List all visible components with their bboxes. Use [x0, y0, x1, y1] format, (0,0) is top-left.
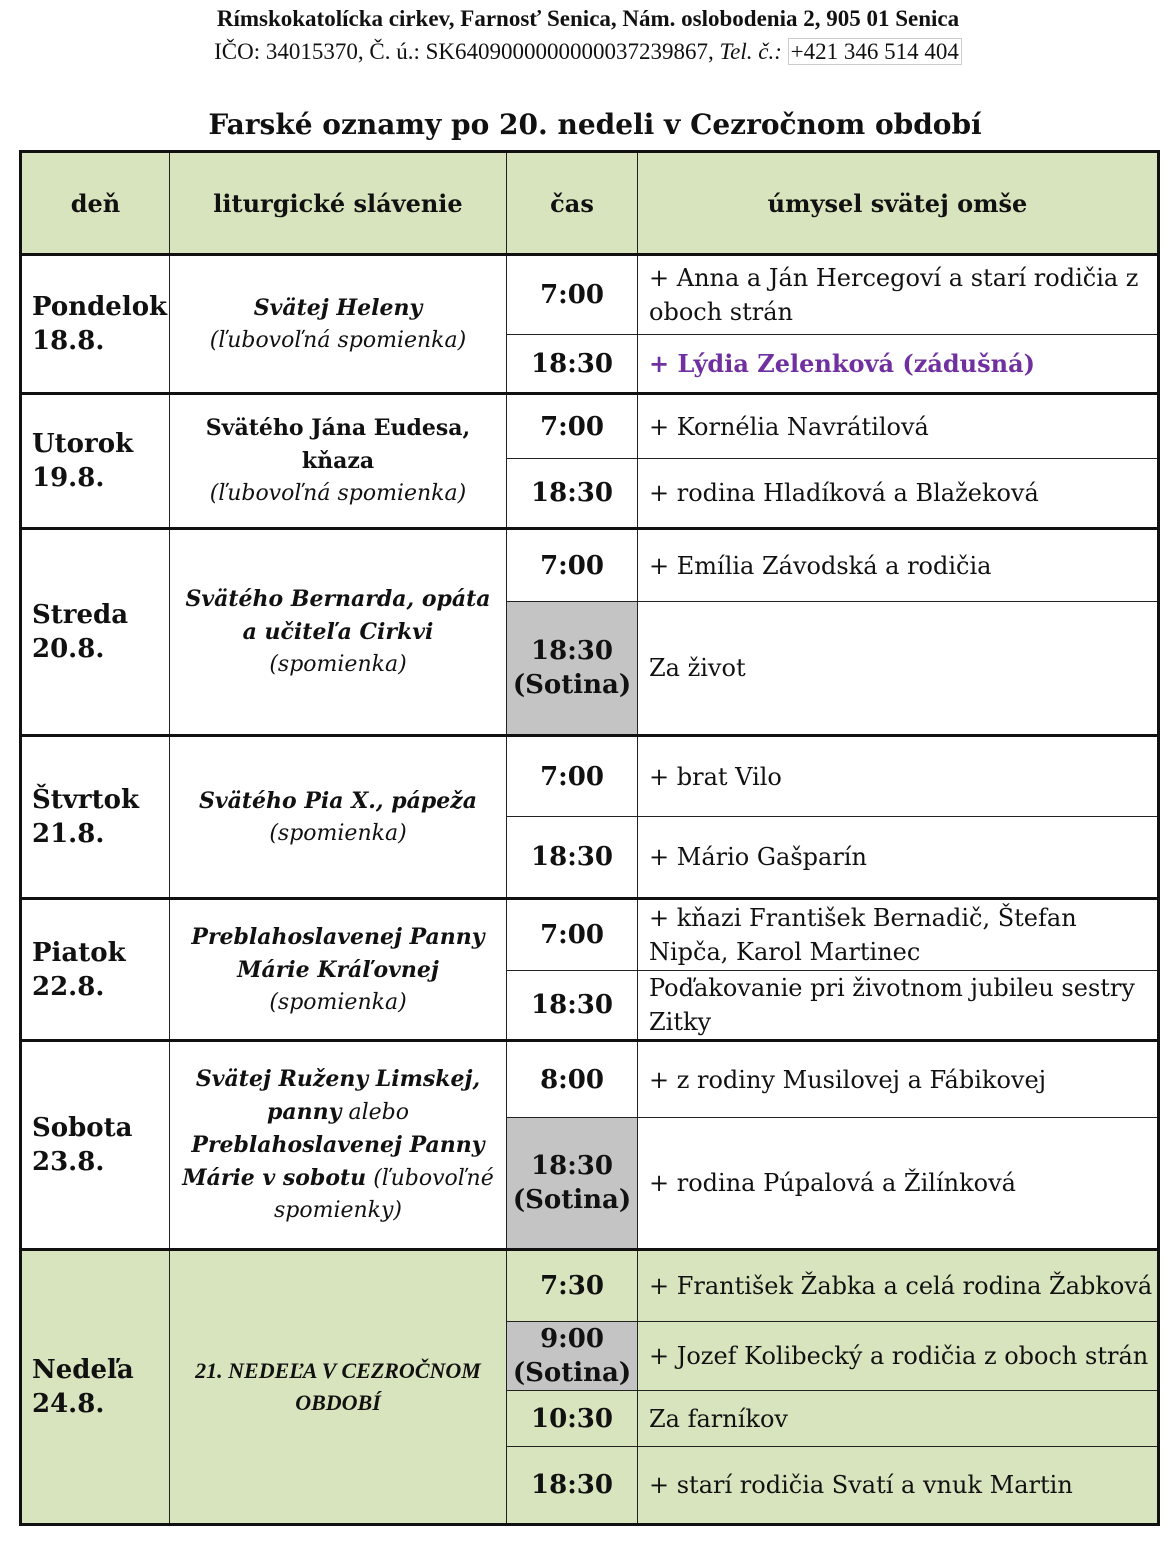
mass-time: 7:00 [507, 736, 638, 817]
mass-intention: + brat Vilo [638, 736, 1159, 817]
mass-intention: + Mário Gašparín [638, 817, 1159, 899]
announcements-table [19, 150, 1160, 1526]
day-cell: Nedeľa 24.8. [21, 1250, 170, 1525]
column-header-intention: úmysel svätej omše [638, 152, 1159, 255]
parish-contact [0, 39, 1176, 65]
mass-time: 18:30 (Sotina) [507, 1118, 638, 1250]
liturgy-cell: Svätej Ruženy Limskej, panny alebo Preblahoslavenej Panny Márie v sobotu (ľubovoľné spomienky) [170, 1041, 507, 1250]
column-header-day: deň [21, 152, 170, 255]
table-row [21, 394, 1159, 459]
mass-intention: Za farníkov [638, 1391, 1159, 1447]
liturgy-cell: Svätého Jána Eudesa, kňaza (ľubovoľná spomienka) [170, 394, 507, 529]
mass-intention: + Anna a Ján Hercegoví a starí rodičia z oboch strán [638, 255, 1159, 335]
mass-time: 18:30 [507, 459, 638, 529]
mass-intention: + Emília Závodská a rodičia [638, 529, 1159, 602]
liturgy-cell: Preblahoslavenej Panny Márie Kráľovnej (spomienka) [170, 899, 507, 1041]
liturgy-cell: Svätej Heleny (ľubovoľná spomienka) [170, 255, 507, 394]
mass-intention: + kňazi František Bernadič, Štefan Nipča, Karol Martinec [638, 899, 1159, 971]
mass-intention: + z rodiny Musilovej a Fábikovej [638, 1041, 1159, 1118]
day-cell: Utorok 19.8. [21, 394, 170, 529]
mass-time: 18:30 [507, 1447, 638, 1525]
mass-intention: + Jozef Kolibecký a rodičia z oboch strán [638, 1322, 1159, 1391]
table-row [21, 529, 1159, 602]
table-row [21, 255, 1159, 335]
table-row [21, 899, 1159, 971]
mass-time: 7:00 [507, 255, 638, 335]
mass-intention: + rodina Hladíková a Blažeková [638, 459, 1159, 529]
mass-time: 9:00 (Sotina) [507, 1322, 638, 1391]
day-cell: Pondelok 18.8. [21, 255, 170, 394]
table-row [21, 736, 1159, 817]
mass-intention: Poďakovanie pri životnom jubileu sestry Zitky [638, 971, 1159, 1041]
mass-time: 18:30 [507, 335, 638, 394]
mass-intention: + starí rodičia Svatí a vnuk Martin [638, 1447, 1159, 1525]
column-header-liturgy: liturgické slávenie [170, 152, 507, 255]
mass-time: 7:30 [507, 1250, 638, 1322]
mass-intention: + rodina Púpalová a Žilínková [638, 1118, 1159, 1250]
day-cell: Piatok 22.8. [21, 899, 170, 1041]
liturgy-cell: 21. NEDEĽA V CEZROČNOM OBDOBÍ [170, 1250, 507, 1525]
table-row [21, 1250, 1159, 1322]
mass-time: 18:30 [507, 971, 638, 1041]
mass-time: 10:30 [507, 1391, 638, 1447]
mass-time: 7:00 [507, 899, 638, 971]
mass-time: 8:00 [507, 1041, 638, 1118]
mass-intention: + František Žabka a celá rodina Žabková [638, 1250, 1159, 1322]
liturgy-cell: Svätého Bernarda, opáta a učiteľa Cirkvi (spomienka) [170, 529, 507, 736]
day-cell: Štvrtok 21.8. [21, 736, 170, 899]
liturgy-cell: Svätého Pia X., pápeža (spomienka) [170, 736, 507, 899]
day-cell: Streda 20.8. [21, 529, 170, 736]
phone-number: +421 346 514 404 [788, 38, 962, 65]
page-title: Farské oznamy po 20. nedeli v Cezročnom období [208, 108, 982, 141]
mass-time: 7:00 [507, 529, 638, 602]
table-row [21, 1041, 1159, 1118]
day-cell: Sobota 23.8. [21, 1041, 170, 1250]
contact-ids: IČO: 34015370, Č. ú.: SK6409000000000037239867, [214, 39, 714, 64]
parish-header: Rímskokatolícka cirkev, Farnosť Senica, Nám. oslobodenia 2, 905 01 Senica [216, 6, 960, 31]
mass-intention: + Kornélia Navrátilová [638, 394, 1159, 459]
tel-label: Tel. č.: [719, 39, 782, 64]
mass-time: 7:00 [507, 394, 638, 459]
mass-time: 18:30 [507, 817, 638, 899]
mass-intention: Za život [638, 602, 1159, 736]
column-header-time: čas [507, 152, 638, 255]
mass-time: 18:30 (Sotina) [507, 602, 638, 736]
mass-intention: + Lýdia Zelenková (zádušná) [638, 335, 1159, 394]
table-header-row [21, 152, 1159, 255]
